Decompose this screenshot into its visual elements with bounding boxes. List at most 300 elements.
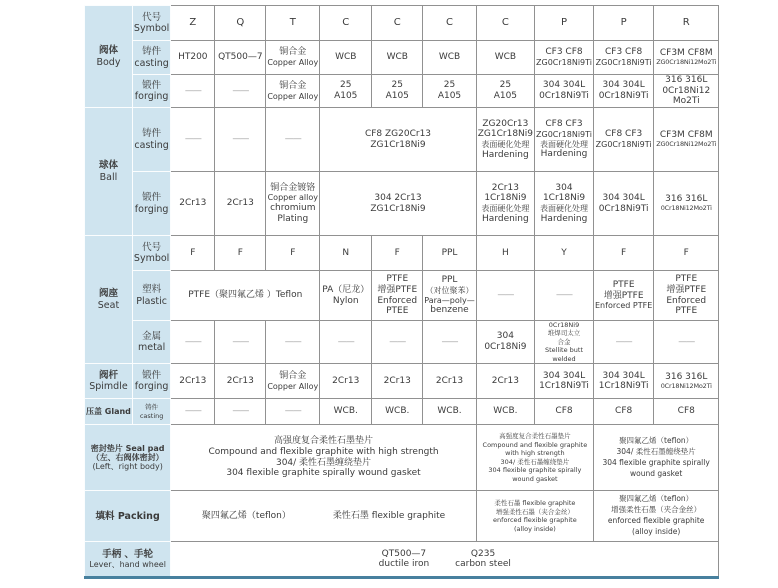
table-cell [215,321,266,364]
cell-text: PTFE [612,280,635,291]
cell-text: WCB [335,52,357,63]
cell-text: 304/ 柔性石墨缠绕垫片 [500,457,570,466]
table-cell [320,75,372,108]
table-cell [320,399,372,425]
cell-text: Seat [97,299,120,311]
header-symbol [320,6,372,41]
cell-text: 0Cr18Ni9Ti [598,203,649,214]
cell-text: 铸件 [142,128,162,140]
table-cell [320,364,372,399]
table-cell [476,108,534,172]
table-cell [594,321,654,364]
cell-text: Y [561,247,567,258]
cell-text: —— [184,85,201,96]
table-cell [171,172,215,236]
row-label-ball [85,108,133,236]
cell-text: —— [232,406,249,417]
table-cell [266,321,320,364]
table-cell [372,364,423,399]
table-cell [594,75,654,108]
table-cell [535,399,594,425]
cell-text: 聚四氟乙烯（teflon） [619,435,694,445]
cell-text: enforced flexible graphite [493,516,577,525]
cell-text: T [289,17,296,29]
cell-text: 表面硬化处理 [540,204,588,214]
table-cell [654,236,719,271]
table-cell [423,236,477,271]
table-cell [535,108,594,172]
cell-text: （对位聚苯） [425,286,474,296]
table-cell [476,364,534,399]
sub-label-casting [132,399,170,425]
table-cell [320,321,372,364]
table-cell [423,271,477,321]
cell-text: 316 316L [665,75,708,86]
sub-label-symbol [132,6,170,41]
cell-text: Stellite butt [544,346,584,355]
sub-label-casting [132,108,170,172]
table-row [85,41,719,75]
cell-text: 锻件 [142,79,162,91]
cell-text: with high strength [505,449,565,458]
cell-text: 手柄 、手轮 [102,548,154,560]
cell-text: 0Cr18Ni9Ti [539,91,589,101]
cell-text: PTFE（聚四氟乙烯 ）Teflon [188,290,303,301]
row-label-spindle [85,364,133,399]
cell-text: PPL [441,247,458,258]
cell-text: F [394,247,400,258]
header-symbol [594,6,654,41]
cell-text: PTFE [386,274,409,285]
cell-text: 锻件 [142,192,162,204]
table-cell [171,425,476,491]
table-row [85,425,719,491]
cell-text: casting [139,411,164,420]
table-row [85,172,719,236]
cell-text: PTFE [675,306,698,317]
cell-text: 聚四氟乙烯（teflon） [619,494,694,504]
header-symbol [476,6,534,41]
cell-text: ZG0Cr18Ni9Ti [536,130,592,140]
cell-text: ZG0Cr18Ni12Mo2Ti [656,57,717,66]
cell-text: 304 flexible graphite spirally [488,466,582,475]
cell-text: 增强PTFE [603,290,644,301]
table-cell [423,399,477,425]
cell-text: 塑料 [142,284,162,296]
cell-text: 阀座 [98,288,118,300]
cell-text: ZG0Cr18Ni9Ti [536,58,592,68]
cell-text: F [290,247,296,258]
cell-text: casting [134,139,169,151]
table-cell [654,108,719,172]
cell-text: 填料 Packing [95,510,160,522]
cell-text: R [682,17,690,29]
cell-text: 25 [340,80,352,91]
cell-text: N [342,247,350,258]
table-cell [320,108,477,172]
table-cell [654,172,719,236]
cell-text: welded [552,354,576,363]
cell-text: 阀杆 [98,369,118,381]
cell-text: 柔性石墨 flexible graphite [494,499,576,508]
header-symbol [423,6,477,41]
cell-text: 增强柔性石墨（夹合金丝） [495,507,574,516]
cell-text: C [446,17,453,29]
cell-text: 阀体 [98,45,118,57]
table-cell [594,172,654,236]
cell-text: 密封垫片 Seal pad [90,443,165,453]
cell-text: 25 [443,80,456,91]
cell-text: ZG20Cr13 [482,118,529,129]
table-cell [594,491,719,542]
cell-text: metal [137,342,166,354]
cell-text: (alloy inside) [513,524,556,533]
cell-text: enforced flexible graphite [607,516,705,526]
cell-text: H [501,247,509,258]
cell-text: WCB. [385,406,410,417]
cell-text: —— [389,336,406,347]
cell-text: —— [284,134,301,145]
cell-text: 316 316L [665,194,708,205]
table-row [85,271,719,321]
table-cell [423,321,477,364]
cell-text: 铜合金 [279,47,307,58]
cell-text: 25 [499,80,512,91]
cell-text: 铜合金 [279,80,307,91]
cell-text: 铸件 [145,403,159,412]
cell-text: Copper Alloy [267,381,319,391]
cell-text: CF8 [555,406,573,417]
cell-text: 2Cr13 [332,375,360,386]
cell-text: 代号 [142,11,162,23]
cell-text: (alloy inside) [632,527,681,537]
table-cell [654,321,719,364]
cell-text: 金属 [142,330,162,342]
table-cell [535,41,594,75]
cell-text: 304 304L [542,370,586,381]
table-cell [654,41,719,75]
cell-text: —— [337,336,354,347]
table-cell [215,108,266,172]
table-cell [171,271,320,321]
cell-text: forging [134,91,169,102]
cell-text: 304 2Cr13 [374,192,422,203]
table-cell [476,271,534,321]
sub-label-symbol [132,236,170,271]
table-cell [535,271,594,321]
table-cell [266,399,320,425]
table-cell [372,75,423,108]
cell-text: PPL [441,275,458,286]
cell-text: WCB. [493,406,518,417]
cell-text: —— [284,336,301,347]
table-cell [171,75,215,108]
table-row [85,491,719,542]
cell-text: Mo2Ti [672,96,700,107]
cell-text-column [202,511,291,522]
cell-text: 高强度复合柔性石墨垫片 [499,432,571,441]
cell-text: C [342,17,350,29]
cell-text: 1Cr18Ni9Ti [598,381,649,392]
cell-text: 表面硬化处理 [481,140,530,150]
cell-text: Spimdle [89,381,128,393]
cell-text: QT500—7 [218,52,263,63]
table-row [85,6,719,41]
cell-text: —— [678,336,695,347]
table-cell [654,364,719,399]
table-cell [215,236,266,271]
sub-label-casting [132,41,170,75]
cell-text: Z [189,17,197,29]
header-symbol [215,6,266,41]
cell-text: ZG0Cr18Ni12Mo2Ti [656,139,717,148]
cell-text: F [237,247,243,258]
cell-text: 2Cr13 [491,375,519,386]
cell-text: CF3M CF8M [659,48,713,59]
cell-text: 304 [555,182,573,193]
table-cell [266,75,320,108]
row-label-packing [85,491,171,542]
table-cell [171,491,476,542]
cell-text: ZG1Cr18Ni9 [477,129,534,140]
cell-text: 2Cr13 [383,375,411,386]
cell-text: WCB [494,52,517,63]
table-row [85,236,719,271]
table-cell [423,41,477,75]
cell-text: 1Cr18Ni9 [542,193,586,204]
table-cell [320,41,372,75]
header-symbol [171,6,215,41]
cell-text: 增强柔性石墨（夹合金丝） [611,505,702,515]
table-cell [372,321,423,364]
cell-text: 304/ 柔性石墨缠绕垫片 [275,457,372,468]
cell-text: 2Cr13 [179,375,207,386]
table-cell [476,236,534,271]
table-cell [476,41,534,75]
cell-text: CF3 CF8 [545,47,583,58]
table-cell [594,425,719,491]
table-cell [423,364,477,399]
cell-text: wound gasket [512,474,558,483]
cell-text: benzene [430,304,469,315]
table-cell [594,399,654,425]
table-cell [535,236,594,271]
cell-text: WCB [438,52,461,63]
table-cell [535,75,594,108]
cell-text: Plating [277,213,309,224]
cell-text: 增强PTFE [666,284,707,295]
cell-text: 304 304L [542,80,586,91]
cell-text: 0Cr18Ni9Ti [598,91,649,101]
cell-text: CF8 CF3 [605,129,643,140]
cell-text: forging [134,203,169,215]
cell-text: CF8 CF3 [545,119,583,130]
cell-text: Enforced [666,295,707,306]
cell-text: 304 flexible graphite spirally [602,457,710,467]
cell-text: Copper Alloy [267,91,319,101]
table-cell [423,75,477,108]
cell-text: —— [615,336,632,347]
cell-text: Compound and flexible graphite [482,440,588,449]
table-cell [171,236,215,271]
cell-text: —— [497,290,514,301]
table-cell [215,399,266,425]
cell-text: 表面硬化处理 [481,204,530,214]
table-cell [171,108,215,172]
sub-label-plastic [132,271,170,321]
table-cell [476,425,593,491]
cell-text: 铜合金镀铬 [270,182,316,193]
cell-text: forging [134,381,169,393]
cell-text: Symbol [133,253,170,264]
table-cell [171,364,215,399]
table-cell [476,491,593,542]
cell-text: 2Cr13 [491,182,519,193]
table-cell [535,364,594,399]
cell-text: 2Cr13 [179,198,207,209]
sub-label-metal [132,321,170,364]
header-symbol [266,6,320,41]
cell-text: —— [184,336,201,347]
cell-text: 304 304L [602,192,645,203]
cell-text: WCB. [333,406,358,417]
row-label-body [85,6,133,108]
table-cell [171,321,215,364]
table-cell [171,41,215,75]
cell-text: —— [284,406,301,417]
table-cell [372,41,423,75]
table-cell [535,172,594,236]
table-body [85,6,719,578]
cell-text: wound gasket [629,468,683,478]
cell-text: Hardening [540,148,588,159]
cell-text: 表面硬化处理 [540,139,588,149]
cell-text: 聚四氟乙烯（teflon） [201,510,291,521]
table-cell [476,321,534,364]
table-cell [266,236,320,271]
cell-text: Plastic [136,295,167,307]
cell-text: Q235 [470,548,496,559]
header-symbol [372,6,423,41]
cell-text: Compound and flexible graphite with high strength [208,447,439,458]
table-cell [654,75,719,108]
cell-text: CF8 [677,406,695,417]
cell-text-column [333,511,445,522]
cell-text: F [621,247,627,258]
table-cell [215,364,266,399]
cell-text-group [172,549,717,570]
sub-label-forging [132,75,170,108]
cell-text: A105 [385,91,409,101]
table-cell [266,41,320,75]
cell-text: 合金 [557,337,571,346]
table-cell [594,364,654,399]
table-row [85,75,719,108]
cell-text: Lever、hand wheel [89,560,166,570]
cell-text: 2Cr13 [435,375,464,386]
cell-text-column [455,549,511,570]
cell-text: 铜合金 [279,371,307,382]
cell-text: —— [184,406,201,417]
table-cell [476,399,534,425]
cell-text: Enforced PTFE [595,301,653,311]
cell-text: chromium [270,202,316,213]
cell-text: A105 [334,91,358,101]
cell-text: PTFE [675,274,698,285]
cell-text: QT500—7 [381,548,427,559]
cell-text: 代号 [142,241,162,253]
table-cell [476,75,534,108]
cell-text: 柔性石墨 flexible graphite [332,510,446,521]
sub-label-forging [132,172,170,236]
cell-text: 0Cr18Ni12Mo2Ti [660,203,712,212]
valve-material-spec-table [84,5,719,579]
cell-text: 2Cr13 [226,198,254,209]
cell-text: CF3 CF8 [605,47,643,58]
cell-text: —— [232,134,249,145]
table-cell [594,236,654,271]
cell-text: 堆焊司太立 [547,329,581,338]
table-row [85,364,719,399]
cell-text: WCB. [437,406,462,417]
table-cell [372,399,423,425]
cell-text: carbon steel [455,559,511,570]
table-cell [171,399,215,425]
cell-text: C [501,17,509,29]
table-row [85,542,719,578]
cell-text: —— [441,336,458,347]
table-cell [171,542,719,578]
cell-text: Copper Alloy [267,58,319,68]
cell-text: 25 [391,80,403,91]
table-cell [654,399,719,425]
table-cell [266,364,320,399]
table-cell [476,172,534,236]
cell-text: Hardening [482,149,529,160]
table-cell [320,236,372,271]
cell-text: 1Cr18Ni9 [484,193,527,204]
cell-text: ZG0Cr18Ni9Ti [595,140,652,150]
cell-text-group [172,511,474,522]
cell-text: Hardening [540,213,588,224]
cell-text: —— [232,85,249,96]
table-cell [266,108,320,172]
cell-text: CF8 [615,406,633,417]
cell-text: 304 flexible graphite spirally wound gasket [226,468,421,479]
table-row [85,108,719,172]
table-cell [215,41,266,75]
cell-text: casting [134,57,169,69]
cell-text: 0Cr18Ni9 [548,321,580,329]
table-cell [215,75,266,108]
cell-text: Body [96,56,121,68]
table-row [85,399,719,425]
cell-text: 球体 [98,160,118,172]
cell-text: 1Cr18Ni9Ti [539,381,589,392]
cell-text-column [379,549,430,570]
cell-text: 0Cr18Ni12Mo2Ti [660,381,712,390]
header-symbol [535,6,594,41]
cell-text: Nylon [332,295,359,306]
cell-text: 304 [496,331,514,342]
cell-text: 0Cr18Ni12 [662,85,711,96]
cell-text: HT200 [178,52,208,63]
cell-text: 压盖 Gland [86,406,131,416]
cell-text: ZG1Cr18Ni9 [370,203,426,214]
cell-text: ductile iron [378,559,430,570]
cell-text: —— [556,290,572,301]
cell-text: Ball [99,171,118,183]
